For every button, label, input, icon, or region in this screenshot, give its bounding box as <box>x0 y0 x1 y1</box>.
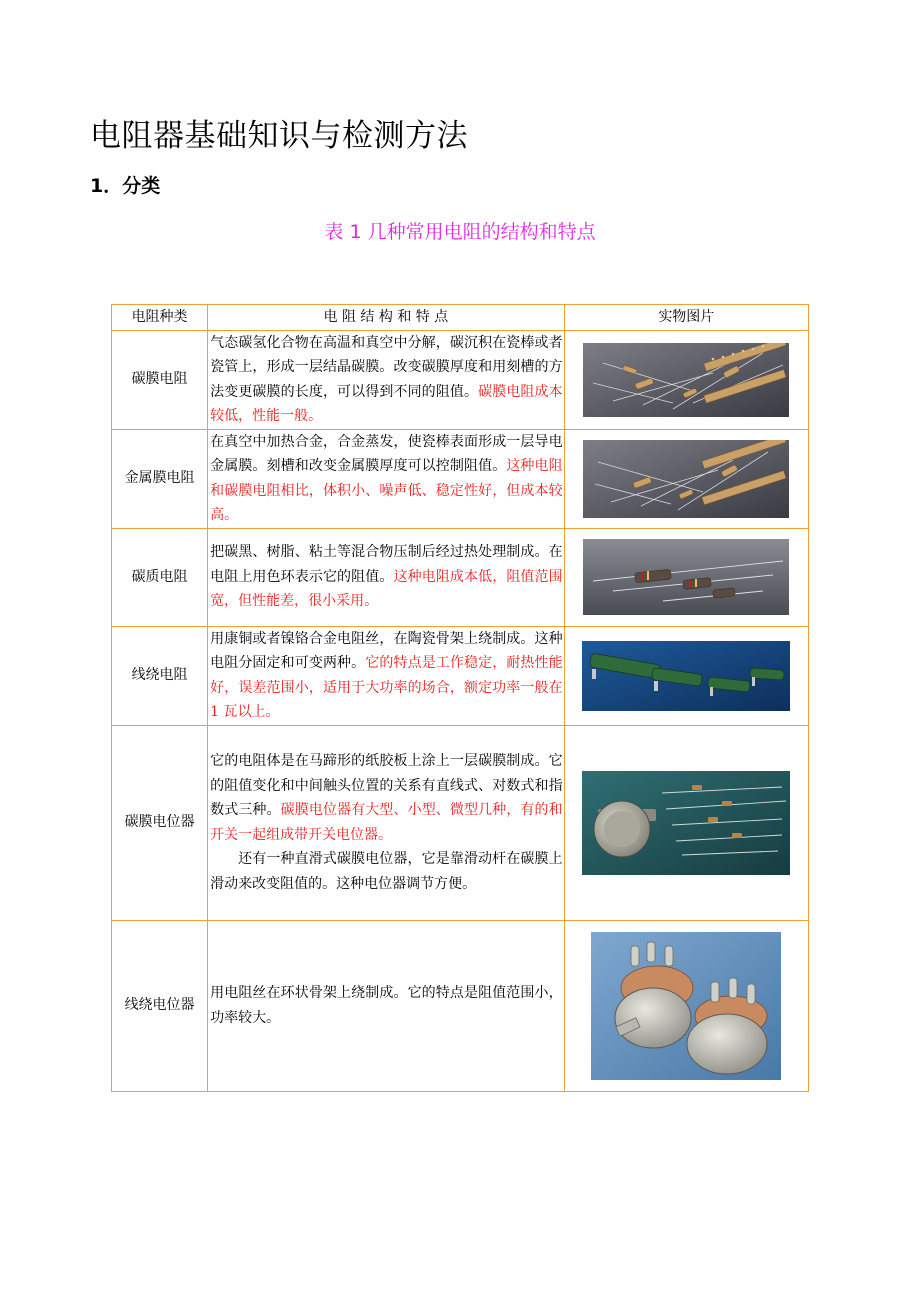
row-description <box>208 528 565 626</box>
row-description <box>208 920 565 1091</box>
desc-text: 它的电阻体是在马蹄形的纸胶板上涂上一层碳膜制成。它的阻值变化和中间触头位置的关系有直线式、对数式和指数式三种。 <box>210 753 563 818</box>
table-row <box>112 725 809 920</box>
desc-highlight: 这种电阻和碳膜电阻相比，体积小、噪声低、稳定性好，但成本较高。 <box>210 458 563 523</box>
table-row <box>112 626 809 725</box>
row-photo <box>564 429 808 528</box>
carbon-film-resistor-photo <box>583 343 789 417</box>
header-description: 电 阻 结 构 和 特 点 <box>208 305 565 331</box>
desc-highlight: 它的特点是工作稳定，耐热性能好，误差范围小，适用于大功率的场合，额定功率一般在 1 瓦以上。 <box>210 655 563 720</box>
table-row <box>112 429 809 528</box>
carbon-composition-resistor-photo <box>583 539 789 615</box>
section-heading: 1．分类 <box>90 175 161 197</box>
row-type: 碳膜电位器 <box>112 725 208 920</box>
desc-text: 用康铜或者镍铬合金电阻丝，在陶瓷骨架上绕制成。这种电阻分固定和可变两种。 <box>210 630 563 671</box>
row-type: 金属膜电阻 <box>112 429 208 528</box>
row-description <box>208 725 565 920</box>
metal-film-resistor-photo <box>583 440 789 518</box>
row-type: 碳质电阻 <box>112 528 208 626</box>
header-type: 电阻种类 <box>112 305 208 331</box>
table-caption: 表 1 几种常用电阻的结构和特点 <box>324 221 596 243</box>
document-title: 电阻器基础知识与检测方法 <box>90 118 468 154</box>
carbon-potentiometer-photo <box>582 771 790 875</box>
desc-highlight: 这种电阻成本低，阻值范围宽，但性能差，很小采用。 <box>210 568 563 610</box>
row-photo <box>564 920 808 1091</box>
row-description <box>208 330 565 429</box>
table-row <box>112 920 809 1091</box>
desc-highlight: 碳膜电位器有大型、小型、微型几种，有的和开关一起组成带开关电位器。 <box>210 802 563 843</box>
table-header-row <box>112 305 809 331</box>
header-photo: 实物图片 <box>564 305 808 331</box>
desc-highlight: 碳膜电阻成本较低，性能一般。 <box>210 383 563 424</box>
desc-text: 在真空中加热合金，合金蒸发，使瓷棒表面形成一层导电金属膜。刻槽和改变金属膜厚度可以控制阻值。 <box>210 433 563 474</box>
wirewound-resistor-photo <box>582 641 790 711</box>
row-type: 碳膜电阻 <box>112 330 208 429</box>
row-description <box>208 429 565 528</box>
table-row <box>112 528 809 626</box>
desc-text: 气态碳氢化合物在高温和真空中分解，碳沉积在瓷棒或者瓷管上，形成一层结晶碳膜。改变碳膜厚度和用刻槽的方法变更碳膜的长度，可以得到不同的阻值。 <box>210 334 563 400</box>
row-photo <box>564 528 808 626</box>
desc-text-extra: 还有一种直滑式碳膜电位器，它是靠滑动杆在碳膜上滑动来改变阻值的。这种电位器调节方便。 <box>210 851 563 892</box>
desc-text: 用电阻丝在环状骨架上绕制成。它的特点是阻值范围小，功率较大。 <box>210 985 563 1026</box>
desc-text: 把碳黑、树脂、粘土等混合物压制后经过热处理制成。在电阻上用色环表示它的阻值。 <box>210 544 563 585</box>
row-description <box>208 626 565 725</box>
row-photo <box>564 330 808 429</box>
wirewound-potentiometer-photo <box>591 932 781 1080</box>
table-row <box>112 330 809 429</box>
row-photo <box>564 626 808 725</box>
row-type: 线绕电位器 <box>112 920 208 1091</box>
row-type: 线绕电阻 <box>112 626 208 725</box>
row-photo <box>564 725 808 920</box>
resistor-table <box>111 304 809 1092</box>
